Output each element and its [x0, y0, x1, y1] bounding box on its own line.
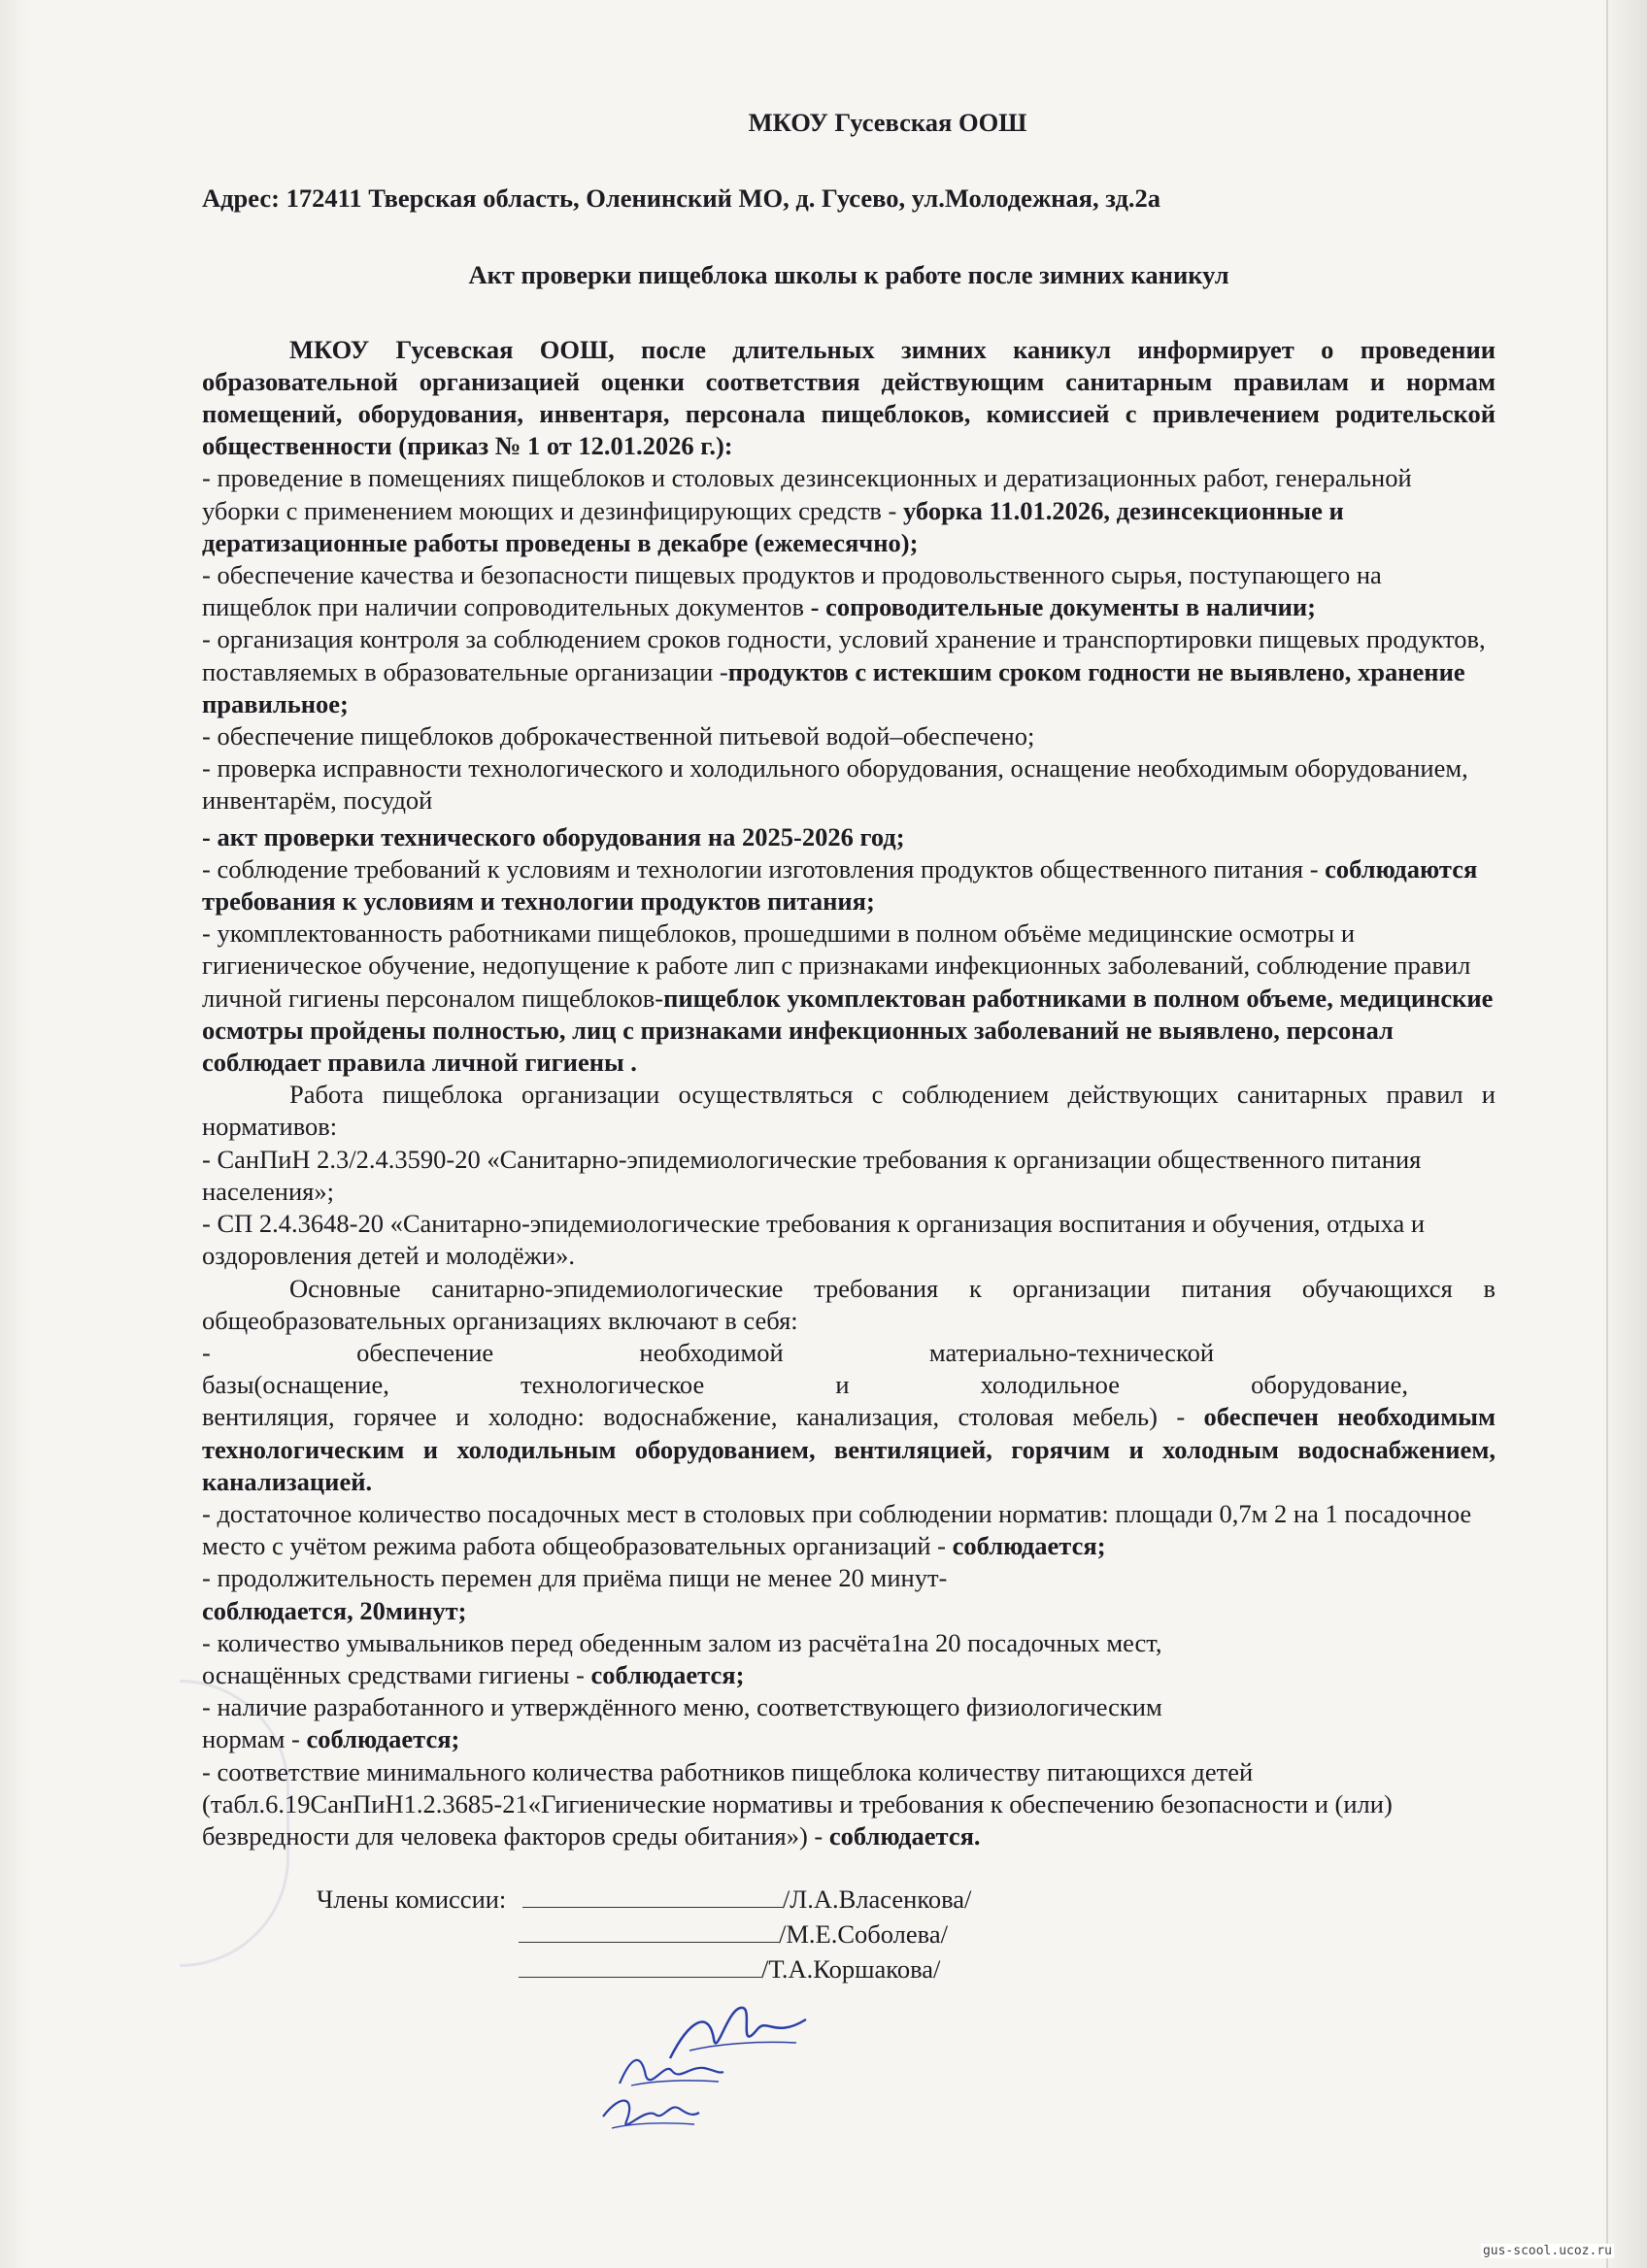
- site-watermark: gus-scool.ucoz.ru: [1482, 2244, 1612, 2258]
- commission-row-3: [519, 1951, 940, 1985]
- page-edge: [1606, 0, 1608, 2268]
- requirement-sinks: - количество умывальников перед обеденным залом из расчёта1на 20 посадочных мест, оснащённых средствами гигиены - соблюдается;: [202, 1627, 1162, 1689]
- inspection-item: - проверка исправности технологического и холодильного оборудования, оснащение необходимым оборудованием, инвентарём, посудой: [202, 753, 1468, 816]
- commission-member: /Л.А.Власенкова/: [782, 1884, 972, 1915]
- inspection-item: - обеспечение качества и безопасности пищевых продуктов и продовольственного сырья, поступающего на пищеблок при наличии сопроводительных документов - сопроводительные документы в наличии;: [202, 560, 1382, 622]
- inspection-item: - акт проверки технического оборудования на 2025-2026 год;: [202, 821, 905, 851]
- commission-member: /М.Е.Соболева/: [779, 1919, 948, 1950]
- commission-row-1: [317, 1882, 971, 1916]
- school-address: Адрес: 172411 Тверская область, Оленинский МО, д. Гусево, ул.Молодежная, зд.2а: [202, 183, 1160, 214]
- commission-signatures: [202, 1882, 1496, 2018]
- commission-member: /Т.А.Коршакова/: [761, 1954, 941, 1984]
- requirement-base-line2: базы(оснащение, технологическое и холодильное оборудование,: [202, 1370, 1408, 1400]
- requirement-base: вентиляция, горячее и холодно: водоснабжение, канализация, столовая мебель) - обеспечен необходимым технологическим и холодильным оборудованием, вентиляцией, горячим и холодным водоснабжением, канализацией.: [202, 1402, 1496, 1496]
- requirement-base-line1: - обеспечение необходимой материально-технической: [202, 1337, 1214, 1367]
- document-body: [202, 107, 1496, 2018]
- requirement-breaks: - продолжительность перемен для приёма пищи не менее 20 минут- соблюдается, 20минут;: [202, 1563, 948, 1625]
- inspection-items: [202, 462, 1496, 1079]
- inspection-item: - проведение в помещениях пищеблоков и столовых дезинсекционных и дератизационных работ, генеральной уборки с применением моющих и дезинфицирующих средств - уборка 11.01.2026, дезинсекционные и дератизационные работы проведены в декабре (ежемесячно);: [202, 463, 1412, 557]
- requirement-staff: - соответствие минимального количества работников пищеблока количеству питающихся детей (табл.6.19СанПиН1.2.3685-21«Гигиенические нормативы и требования к обеспечению безопасности и (или) безвредности для человека факторов среды обитания») - соблюдается.: [202, 1756, 1393, 1851]
- inspection-item: - организация контроля за соблюдением сроков годности, условий хранение и транспортировки пищевых продуктов, поставляемых в образовательные организации -продуктов с истекшим сроком годности не выявлено, хранение правильное;: [202, 624, 1486, 718]
- signature-line: [522, 1882, 783, 1908]
- act-title: Акт проверки пищеблока школы к работе после зимних каникул: [468, 260, 1229, 290]
- norms-intro: Работа пищеблока организации осуществляться с соблюдением действующих санитарных правил и нормативов:: [202, 1080, 1496, 1142]
- commission-row-2: [519, 1917, 948, 1951]
- inspection-item: - укомплектованность работниками пищеблоков, прошедшими в полном объёме медицинские осмотры и гигиеническое обучение, недопущение к работе лип с признаками инфекционных заболеваний, соблюдение правил личной гигиены персоналом пищеблоков-пищеблок укомплектован работниками в полном объеме, медицинские осмотры пройдены полностью, лиц с признаками инфекционных заболеваний не выявлено, персонал соблюдает правила личной гигиены .: [202, 918, 1494, 1078]
- requirement-seats: - достаточное количество посадочных мест в столовых при соблюдении норматив: площади 0,7м 2 на 1 посадочное место с учётом режима работа общеобразовательных организаций - соблюдается;: [202, 1498, 1472, 1561]
- norm-item: - СанПиН 2.3/2.4.3590-20 «Санитарно-эпидемиологические требования к организации общественного питания населения»;: [202, 1144, 1422, 1206]
- inspection-item: - соблюдение требований к условиям и технологии изготовления продуктов общественного питания - соблюдаются требования к условиям и технологии продуктов питания;: [202, 853, 1478, 917]
- intro-paragraph: МКОУ Гусевская ООШ, после длительных зимних каникул информирует о проведении образовательной организацией оценки соответствия действующим санитарным правилам и нормам помещений, оборудования, инвентаря, персонала пищеблоков, комиссией с привлечением родительской общественности (приказ № 1 от 12.01.2026 г.):: [202, 334, 1496, 461]
- requirement-menu: - наличие разработанного и утверждённого меню, соответствующего физиологическим нормам - соблюдается;: [202, 1692, 1162, 1754]
- commission-label: Члены комиссии:: [317, 1884, 507, 1915]
- requirements-intro: Основные санитарно-эпидемиологические требования к организации питания обучающихся в общеобразовательных организациях включают в себя:: [202, 1273, 1496, 1335]
- signature-line: [519, 1917, 779, 1943]
- inspection-item: - обеспечение пищеблоков доброкачественной питьевой водой–обеспечено;: [202, 721, 1035, 751]
- signature-line: [519, 1951, 761, 1978]
- school-name: МКОУ Гусевская ООШ: [748, 108, 1027, 137]
- norm-item: - СП 2.4.3648-20 «Санитарно-эпидемиологические требования к организация воспитания и обучения, отдыха и оздоровления детей и молодёжи».: [202, 1209, 1426, 1271]
